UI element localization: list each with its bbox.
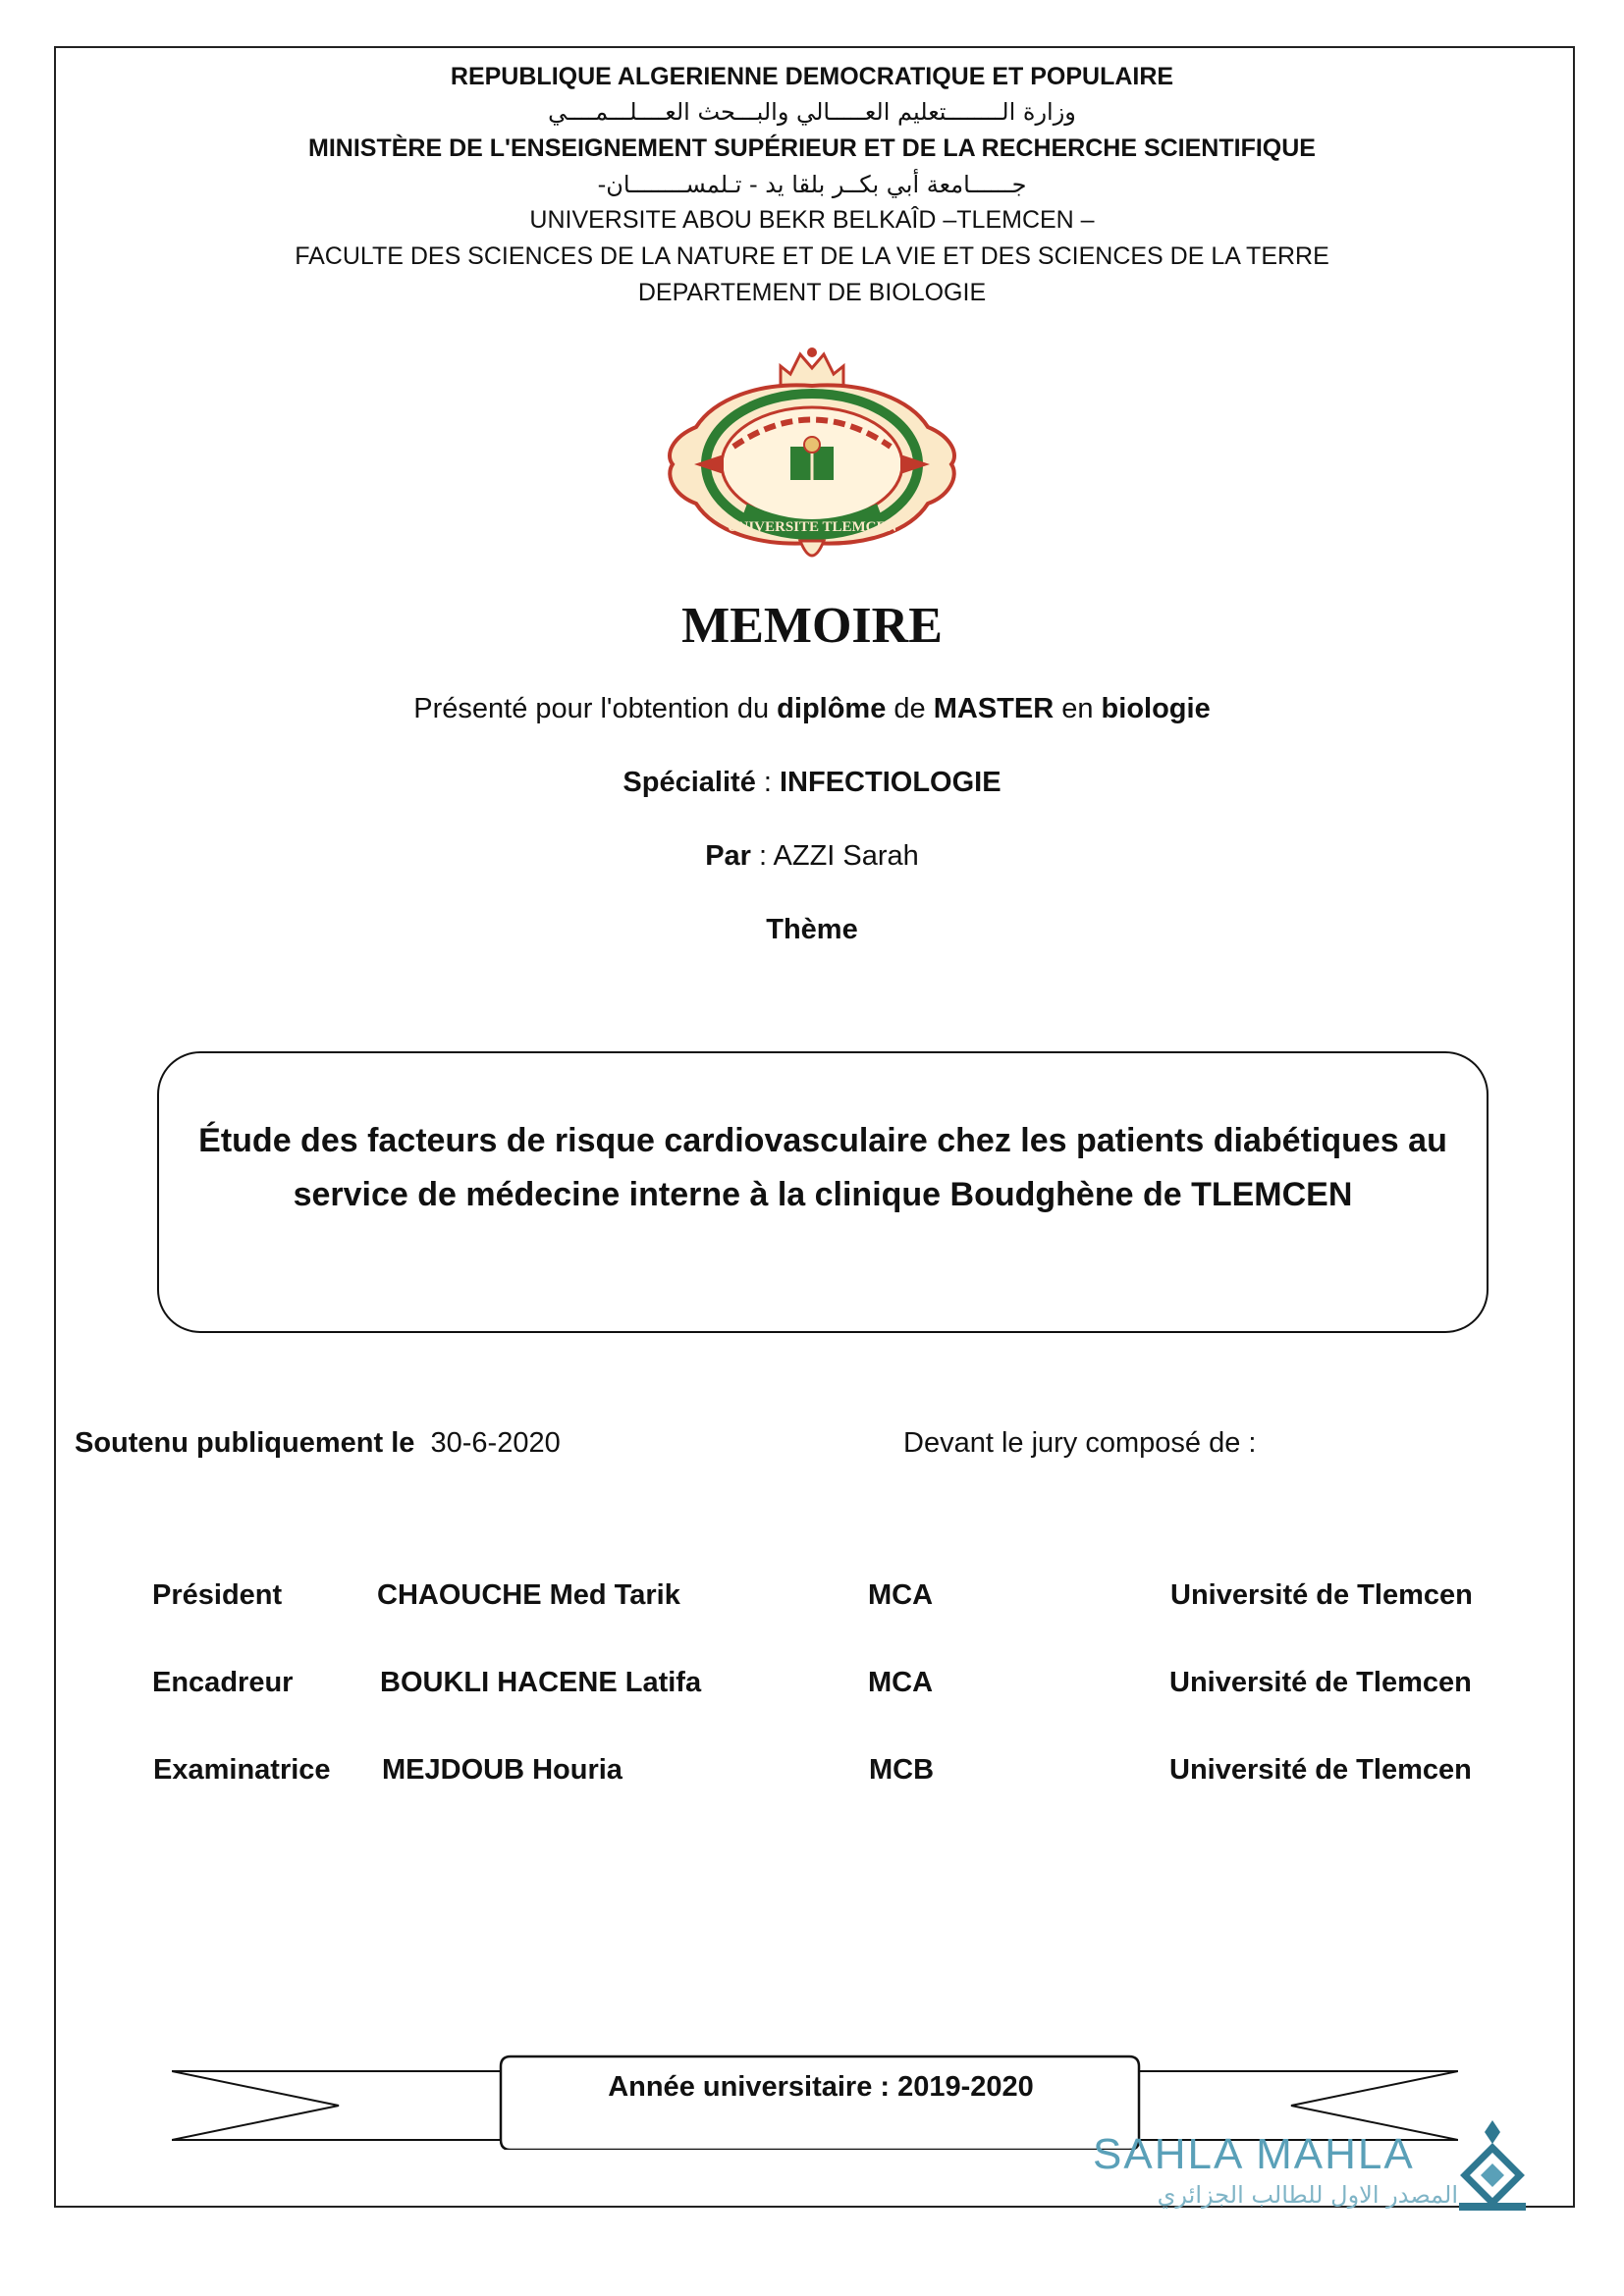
jury-institution: Université de Tlemcen <box>1169 1754 1472 1786</box>
jury-role: Encadreur <box>152 1667 294 1698</box>
specialite-line <box>0 767 1624 799</box>
specialite-label: Spécialité <box>623 767 756 798</box>
author-line <box>0 840 1624 873</box>
jury-institution: Université de Tlemcen <box>1169 1667 1472 1698</box>
presented-diplome: diplôme <box>777 693 887 724</box>
memoire-title: MEMOIRE <box>681 598 943 654</box>
jury-grade: MCB <box>869 1754 935 1786</box>
header-ministry: MINISTÈRE DE L'ENSEIGNEMENT SUPÉRIEUR ET DE LA RECHERCHE SCIENTIFIQUE <box>308 134 1316 162</box>
presented-text-2: de <box>886 693 934 724</box>
jury-name: CHAOUCHE Med Tarik <box>377 1579 680 1611</box>
presented-text-3: en <box>1054 693 1102 724</box>
watermark-arabic: المصدر الاول للطالب الجزائري <box>1157 2181 1458 2209</box>
jury-grade: MCA <box>868 1667 934 1698</box>
jury-institution: Université de Tlemcen <box>1170 1579 1473 1611</box>
theme-title: Étude des facteurs de risque cardiovasculaire chez les patients diabétiques au service de médecine interne à la clinique Boudghène de TLEMCEN <box>198 1121 1447 1213</box>
author-label: Par <box>705 840 751 872</box>
defense-line <box>75 1427 561 1460</box>
header-republic: REPUBLIQUE ALGERIENNE DEMOCRATIQUE ET POPULAIRE <box>450 63 1174 90</box>
specialite-sep: : <box>755 767 780 798</box>
jury-intro: Devant le jury composé de : <box>903 1427 1257 1459</box>
jury-grade: MCA <box>868 1579 934 1611</box>
jury-name: BOUKLI HACENE Latifa <box>380 1667 702 1698</box>
header-university: UNIVERSITE ABOU BEKR BELKAÎD –TLEMCEN – <box>529 206 1095 234</box>
presented-text: Présenté pour l'obtention du <box>413 693 778 724</box>
watermark-text: SAHLA MAHLA <box>1093 2130 1415 2178</box>
academic-year: Année universitaire : 2019-2020 <box>608 2071 1034 2103</box>
theme-label: Thème <box>766 914 858 945</box>
jury-name: MEJDOUB Houria <box>382 1754 623 1786</box>
presented-line <box>0 693 1624 725</box>
defense-label: Soutenu publiquement le <box>75 1427 415 1459</box>
author-sep: : <box>750 840 774 872</box>
presented-master: MASTER <box>933 693 1055 724</box>
header-university-arabic: جــــــامعة أبي بكــر بلقا يد - تـلمســــــــان- <box>597 171 1027 198</box>
theme-box <box>157 1051 1489 1333</box>
jury-role: Examinatrice <box>153 1754 331 1786</box>
presented-biologie: biologie <box>1101 693 1211 724</box>
defense-date: 30-6-2020 <box>430 1427 561 1459</box>
author-name: AZZI Sarah <box>773 840 919 872</box>
header-ministry-arabic: وزارة الــــــــتعليم العـــــالي والبـــحث العــــلـــمــــي <box>548 98 1076 126</box>
university-emblem-icon <box>665 339 959 569</box>
sahla-mahla-logo-icon <box>1453 2118 1532 2216</box>
header-department: DEPARTEMENT DE BIOLOGIE <box>637 279 987 306</box>
specialite-value: INFECTIOLOGIE <box>780 767 1001 798</box>
header-faculty: FACULTE DES SCIENCES DE LA NATURE ET DE LA VIE ET DES SCIENCES DE LA TERRE <box>295 242 1329 270</box>
emblem-band-text: UNIVERSITE TLEMCEN <box>727 519 897 535</box>
jury-role: Président <box>152 1579 283 1611</box>
